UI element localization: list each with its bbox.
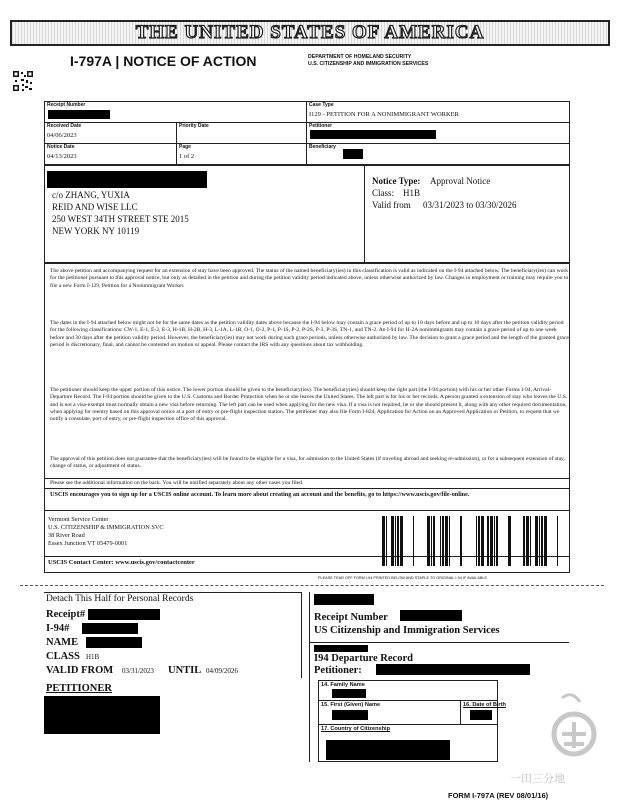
received-date-label: Received Date bbox=[47, 123, 82, 129]
lower-class-value: H1B bbox=[86, 653, 100, 661]
redacted-country bbox=[326, 740, 450, 760]
paragraph-grace-period: The dates in the I-94 attached below might not be for the same dates as the petition validity dates above because the I-94 below may contain a grace period of up to 10 days before and up to 10 days after the petition validity period for the following classifications: CW-1, E-1, E-2, E-3, H-1B, H-2B, H-3, L-1A, L-1B, O-1, O-2, P-1, P-1S, P-2, P-2S, P-3, P-3S, TN-1, and TN-2. An I-94 for H-2A nonimmigrants may contain a grace period of up to one week before and 30 days after the petition validity period. However, the beneficiary(ies) may not work during such grace periods, unless otherwise authorized by law. The decision to grant a grace period and the length of the granted grace period is discretionary, final, and cannot be contested on motion or appeal. Please contact the IRS with any questions about tax withholding. bbox=[50, 320, 569, 348]
valid-from-lower-value: 03/31/2023 bbox=[122, 667, 154, 675]
family-name-label: 14. Family Name bbox=[321, 682, 365, 688]
petitioner-lower-label: PETITIONER bbox=[46, 683, 112, 694]
dept-line-1: DEPARTMENT OF HOMELAND SECURITY bbox=[308, 54, 412, 60]
dept-line-2: U.S. CITIZENSHIP AND IMMIGRATION SERVICES bbox=[308, 61, 429, 67]
page-label: Page bbox=[179, 144, 191, 150]
banner-text: THE UNITED STATES OF AMERICA bbox=[135, 22, 485, 43]
redacted-recipient bbox=[47, 171, 207, 188]
receipt-number-right: Receipt Number bbox=[314, 612, 388, 623]
tear-line bbox=[20, 585, 604, 586]
notice-type-label: Notice Type: bbox=[372, 176, 421, 186]
qr-code-icon bbox=[12, 70, 34, 92]
petitioner-label: Petitioner bbox=[309, 123, 333, 129]
redacted-receipt bbox=[88, 609, 160, 620]
redacted-receipt-right bbox=[400, 610, 462, 621]
class-label: Class: bbox=[372, 188, 395, 198]
priority-date-label: Priority Date bbox=[179, 123, 209, 129]
receipt-number-label: Receipt Number bbox=[47, 102, 86, 108]
notice-date-label: Notice Date bbox=[47, 144, 75, 150]
redacted-family-name bbox=[332, 689, 366, 698]
address-line-3: 250 WEST 34TH STREET STE 2015 bbox=[52, 214, 189, 224]
until-label: UNTIL bbox=[168, 665, 202, 676]
first-name-label: 15. First (Given) Name bbox=[321, 702, 381, 708]
agency-name: US Citizenship and Immigration Services bbox=[314, 625, 500, 636]
service-center-line-1: Vermont Service Center bbox=[48, 516, 109, 523]
redacted-right-top bbox=[314, 594, 374, 605]
detach-text: Detach This Half for Personal Records bbox=[46, 594, 194, 604]
valid-from-label: Valid from bbox=[372, 200, 411, 210]
lower-class-label: CLASS bbox=[46, 651, 80, 662]
additional-info: Please see the additional information on the back. You will be notified separately about any other cases you filed. bbox=[50, 480, 304, 486]
paragraph-i94-instructions: The petitioner should keep the upper portion of this notice. The lower portion should be given to the beneficiary(ies). The beneficiary(ies) should keep the right part (the I-94 portion) with his or her other Forms I-94, Arrival-Departure Record. The I-94 portion should be given to the U.S. Customs and Border Protection when he or she leaves the United States. The left part is for his or her records. A person granted a extension of stay who leaves the U.S. and is not a visa-exempt must normally obtain a new visa before returning. The left part can be used when applying for the new visa. If a visa is not required, he or she should present it, along with any other required documentation, when applying for reentry based on this approval notice at a port of entry or pre-flight inspection station. The petitioner may also file Form I-824, Application for Action on an Approved Application or Petition, to request that we notify a consulate, port of entry, or pre-flight inspection office of this approval. bbox=[50, 387, 568, 423]
dob-label: 16. Date of Birth bbox=[463, 702, 506, 708]
redacted-beneficiary bbox=[343, 149, 363, 159]
paragraph-approval: The above petition and accompanying request for an extension of stay have been approved. The status of the named beneficiary(ies) in this classification is valid as indicated on the I-94 attached below. The beneficiary(ies) can work for the petitioner pursuant to this approval notice, but only as detailed in the petition and during the petition validity period indicated above, unless otherwise authorized by law. Changes in employment or training may require you to file a new Form I-129, Petition for a Nonimmigrant Worker. bbox=[50, 268, 569, 289]
case-info-grid bbox=[44, 101, 570, 165]
redacted-petitioner-right bbox=[376, 664, 530, 675]
paragraph-no-guarantee: The approval of this petition does not guarantee that the beneficiary(ies) will be found to be eligible for a visa, for admission to the United States (if traveling abroad and seeking re-admission), or for a subsequent extension of stay, change of status, or adjustment of status. bbox=[50, 456, 565, 470]
class-value: H1B bbox=[403, 188, 421, 198]
case-type-label: Case Type bbox=[309, 102, 334, 108]
country-label: 17. Country of Citizenship bbox=[321, 726, 390, 732]
until-value: 04/09/2026 bbox=[206, 667, 238, 675]
receipt-hash-label: Receipt# bbox=[46, 609, 86, 620]
case-type-value: I129 - PETITION FOR A NONIMMIGRANT WORKER bbox=[309, 111, 459, 118]
redacted-first-name bbox=[332, 710, 368, 720]
form-title: I-797A | NOTICE OF ACTION bbox=[70, 53, 257, 69]
valid-from-lower-label: VALID FROM bbox=[46, 665, 114, 676]
service-center-line-3: 38 River Road bbox=[48, 532, 85, 539]
page-value: 1 of 2 bbox=[179, 153, 195, 160]
contact-center: USCIS Contact Center: www.uscis.gov/contactcenter bbox=[48, 559, 195, 566]
name-label: NAME bbox=[46, 637, 79, 648]
beneficiary-label: Beneficiary bbox=[309, 144, 336, 150]
address-line-4: NEW YORK NY 10119 bbox=[52, 226, 140, 236]
redacted-receipt-number bbox=[48, 110, 110, 119]
watermark-logo-icon bbox=[540, 690, 610, 770]
valid-from-value: 03/31/2023 to 03/30/2026 bbox=[423, 200, 517, 210]
departure-record: I94 Departure Record bbox=[314, 653, 413, 664]
i94-hash-label: I-94# bbox=[46, 623, 70, 634]
service-center-line-4: Essex Junction VT 05479-0001 bbox=[48, 540, 128, 547]
barcode-icon bbox=[382, 516, 558, 566]
tear-off-notice: PLEASE TEAR OFF FORM I-94 PRINTED BELOW AND STAPLE TO ORIGINAL I-94 IF AVAILABLE bbox=[318, 576, 488, 580]
service-center-line-2: U.S. CITIZENSHIP & IMMIGRATION SVC bbox=[48, 524, 164, 531]
redacted-name bbox=[86, 637, 142, 648]
form-footer: FORM I-797A (REV 08/01/16) bbox=[448, 791, 549, 800]
notice-type-value: Approval Notice bbox=[430, 176, 491, 186]
usa-banner bbox=[10, 20, 610, 46]
redacted-dob bbox=[470, 710, 492, 720]
address-line-1: c/o ZHANG, YUXIA bbox=[52, 190, 130, 200]
redacted-petitioner-lower bbox=[44, 696, 160, 734]
redacted-i94-right bbox=[314, 645, 368, 652]
uscis-online-account: USCIS encourages you to sign up for a USCIS online account. To learn more about creating an account and the benefits, go to https://www.uscis.gov/file-online. bbox=[50, 491, 470, 498]
notice-date-value: 04/13/2023 bbox=[47, 153, 77, 160]
address-line-2: REID AND WISE LLC bbox=[52, 202, 138, 212]
petitioner-right-label: Petitioner: bbox=[314, 665, 362, 676]
redacted-petitioner bbox=[310, 130, 436, 139]
redacted-i94 bbox=[82, 623, 138, 634]
received-date-value: 04/06/2023 bbox=[47, 132, 77, 139]
watermark-text: 一田三分地 bbox=[510, 772, 565, 785]
